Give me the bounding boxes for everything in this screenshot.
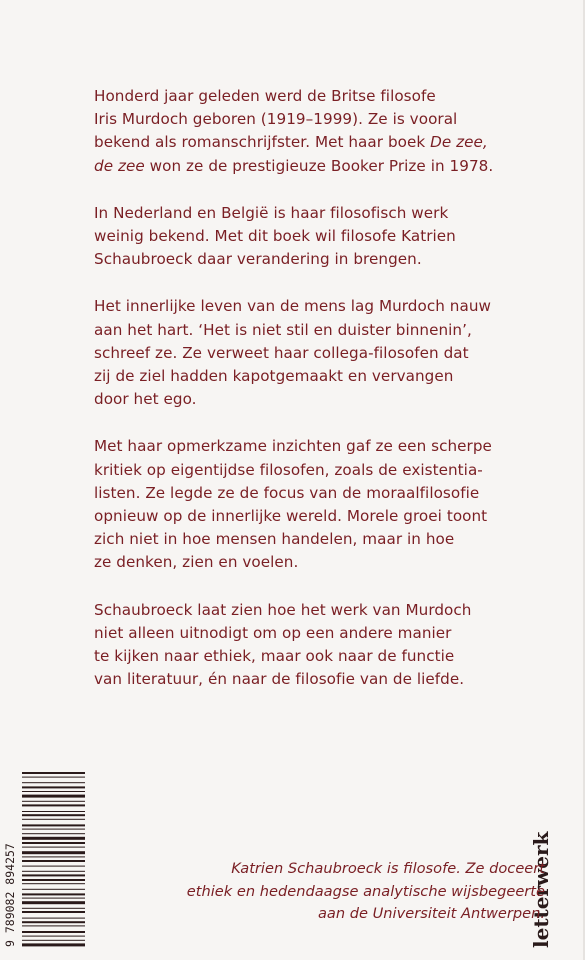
text-line: Schaubroeck laat zien hoe het werk van Murdoch xyxy=(94,600,472,619)
barcode-bar xyxy=(22,777,85,778)
text-line: zij de ziel hadden kapotgemaakt en vervangen xyxy=(94,367,454,386)
barcode-bar xyxy=(22,860,85,862)
barcode-bar xyxy=(22,851,85,854)
blurb-paragraph-5 xyxy=(94,599,534,692)
blurb-paragraph-3 xyxy=(94,295,534,411)
text-line: In Nederland en België is haar filosofisch werk xyxy=(94,203,449,222)
barcode-bar xyxy=(22,911,85,913)
barcode-bars xyxy=(22,772,85,946)
barcode-bar xyxy=(22,856,85,857)
barcode-bar xyxy=(22,819,85,820)
text-line: door het ego. xyxy=(94,390,197,409)
barcode-bar xyxy=(22,940,85,941)
text-fragment: won ze de prestigieuze Booker Prize in 1978. xyxy=(144,156,494,175)
barcode-bar xyxy=(22,883,85,884)
barcode-bar xyxy=(22,829,85,830)
author-note xyxy=(165,858,545,926)
text-line: aan het hart. ‘Het is niet stil en duister binnenin’, xyxy=(94,320,472,339)
barcode-bar xyxy=(22,847,85,848)
text-line: opnieuw op de innerlijke wereld. Morele groei toont xyxy=(94,507,488,526)
barcode-bar xyxy=(22,814,85,816)
text-line: ze denken, zien en voelen. xyxy=(94,553,299,572)
barcode-bar xyxy=(22,918,85,919)
barcode-bar xyxy=(22,901,85,904)
barcode-bar xyxy=(22,943,85,946)
barcode-bar xyxy=(22,879,85,881)
barcode-bar xyxy=(22,871,85,872)
isbn-barcode xyxy=(0,770,85,950)
text-line: Met haar opmerkzame inzichten gaf ze een scherpe xyxy=(94,437,492,456)
text-line: kritiek op eigentijdse filosofen, zoals de existentia- xyxy=(94,460,483,479)
barcode-bar xyxy=(22,936,85,937)
blurb-paragraph-2 xyxy=(94,202,534,272)
barcode-bar xyxy=(22,921,85,923)
text-line xyxy=(94,155,534,178)
barcode-bar xyxy=(22,772,85,774)
text-line: Het innerlijke leven van de mens lag Murdoch nauw xyxy=(94,297,491,316)
barcode-bar xyxy=(22,898,85,899)
barcode-bar xyxy=(22,842,85,844)
barcode-bar xyxy=(22,791,85,792)
text-line: Schaubroeck daar verandering in brengen. xyxy=(94,250,422,269)
text-line: Honderd jaar geleden werd de Britse filosofe xyxy=(94,87,436,105)
text-line: schreef ze. Ze verweet haar collega-filosofen dat xyxy=(94,343,469,362)
blurb-paragraph-4 xyxy=(94,435,534,574)
barcode-bar xyxy=(22,795,85,798)
blurb-text xyxy=(94,85,534,715)
book-title-italic: de zee xyxy=(94,156,145,175)
text-line: van literatuur, én naar de filosofie van de liefde. xyxy=(94,670,465,689)
publisher-name: letterwerk xyxy=(529,831,553,948)
text-line: zich niet in hoe mensen handelen, maar in hoe xyxy=(94,530,455,549)
author-note-line: Katrien Schaubroeck is filosofe. Ze doceert xyxy=(231,860,545,877)
barcode-bar xyxy=(22,874,85,876)
author-note-line: aan de Universiteit Antwerpen. xyxy=(317,905,545,922)
barcode-bar xyxy=(22,786,85,788)
text-line: te kijken naar ethiek, maar ook naar de functie xyxy=(94,647,455,666)
text-fragment: bekend als romanschrijfster. Met haar boek xyxy=(94,133,431,152)
barcode-digits: 9 789082 894257 xyxy=(3,843,17,947)
barcode-bar xyxy=(22,801,85,802)
text-line: weinig bekend. Met dit boek wil filosofe Katrien xyxy=(94,227,456,246)
book-title-italic: De zee, xyxy=(430,133,488,152)
text-line: Iris Murdoch geboren (1919–1999). Ze is vooral xyxy=(94,110,458,129)
barcode-bar xyxy=(22,893,85,895)
text-line: niet alleen uitnodigt om op een andere manier xyxy=(94,623,452,642)
barcode-bar xyxy=(22,824,85,826)
text-line xyxy=(94,131,534,154)
blurb-paragraph-1 xyxy=(94,85,534,178)
barcode-bar xyxy=(22,866,85,867)
barcode-bar xyxy=(22,837,85,840)
barcode-bar xyxy=(22,908,85,909)
barcode-bar xyxy=(22,925,85,926)
author-note-line: ethiek en hedendaagse analytische wijsbegeerte xyxy=(186,882,545,900)
barcode-bar xyxy=(22,782,85,783)
barcode-bar xyxy=(22,889,85,890)
barcode-bar xyxy=(22,833,85,834)
barcode-bar xyxy=(22,811,85,812)
barcode-bar xyxy=(22,931,85,933)
barcode-bar xyxy=(22,804,85,806)
text-line: listen. Ze legde ze de focus van de moraalfilosofie xyxy=(94,483,480,502)
